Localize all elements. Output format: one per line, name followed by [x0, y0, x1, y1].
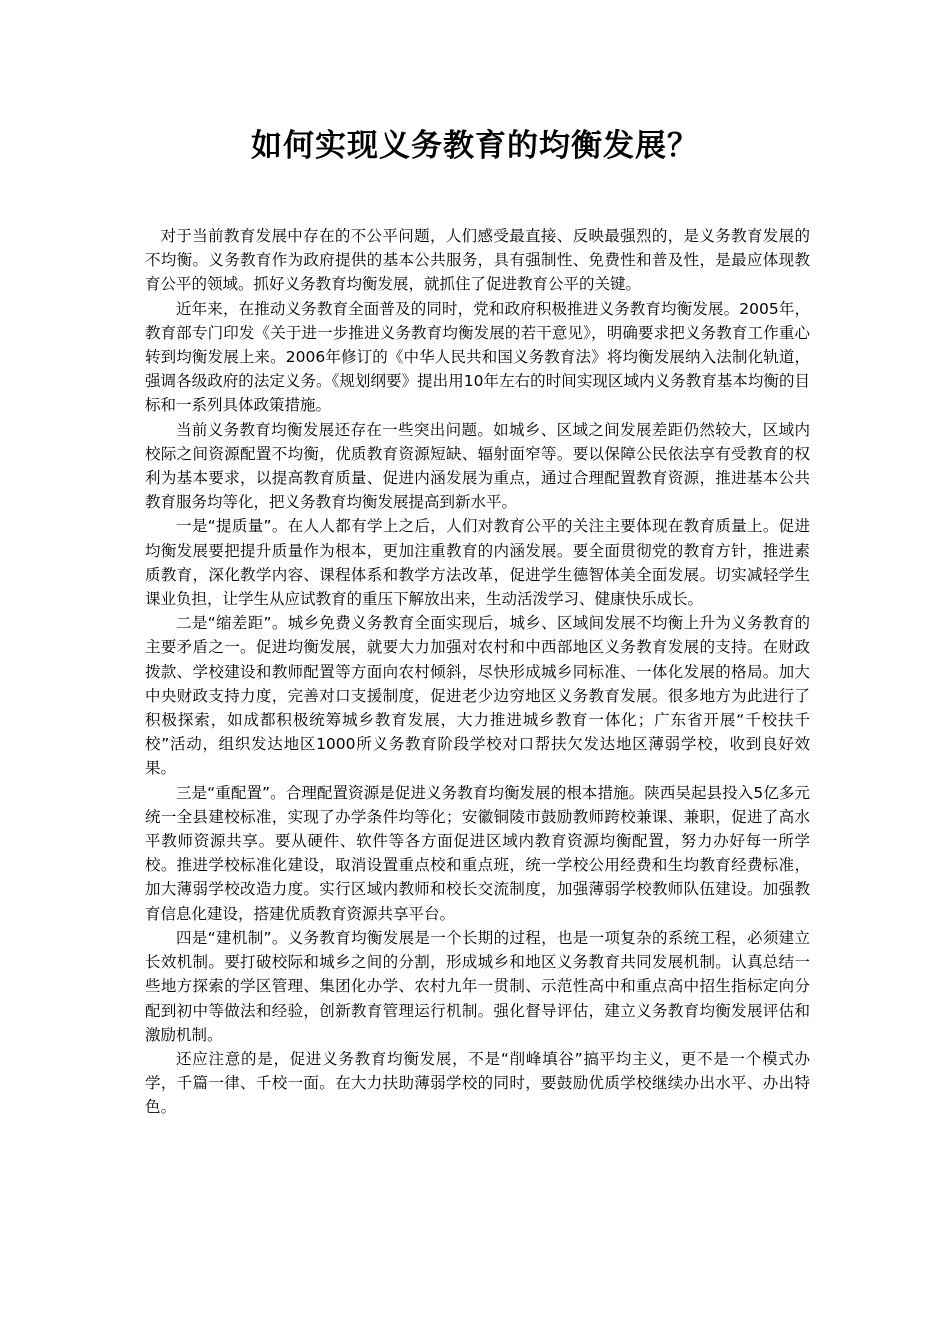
paragraph-intro: 对于当前教育发展中存在的不公平问题，人们感受最直接、反映最强烈的，是义务教育发展的不均衡。义务教育作为政府提供的基本公共服务，具有强制性、免费性和普及性，是最应体现教育公平的领域。抓好义务教育均衡发展，就抓住了促进教育公平的关键。 — [145, 227, 810, 294]
document-title: 如何实现义务教育的均衡发展？ — [251, 128, 699, 164]
paragraph-recent-progress: 近年来，在推动义务教育全面普及的同时，党和政府积极推进义务教育均衡发展。2005年，教育部专门印发《关于进一步推进义务教育均衡发展的若干意见》，明确要求把义务教育工作重心转到均衡发展上来。2006年修订的《中华人民共和国义务教育法》将均衡发展纳入法制化轨道，强调各级政府的法定义务。《规划纲要》提出用10年左右的时间实现区域内义务教育基本均衡的目标和一系列具体政策措施。 — [145, 299, 810, 415]
paragraph-improve-quality: 一是“提质量”。在人人都有学上之后，人们对教育公平的关注主要体现在教育质量上。促进均衡发展要把提升质量作为根本，更加注重教育的内涵发展。要全面贯彻党的教育方针，推进素质教育，深化教学内容、课程体系和教学方法改革，促进学生德智体美全面发展。切实减轻学生课业负担，让学生从应试教育的重压下解放出来，生动活泼学习、健康快乐成长。 — [145, 517, 810, 609]
paragraph-resource-allocation: 三是“重配置”。合理配置资源是促进义务教育均衡发展的根本措施。陕西吴起县投入5亿多元统一全县建校标准，实现了办学条件均等化；安徽铜陵市鼓励教师跨校兼课、兼职，促进了高水平教师资源共享。要从硬件、软件等各方面促进区域内教育资源均衡配置，努力办好每一所学校。推进学校标准化建设，取消设置重点校和重点班，统一学校公用经费和生均教育经费标准，加大薄弱学校改造力度。实行区域内教师和校长交流制度，加强薄弱学校教师队伍建设。加强教育信息化建设，搭建优质教育资源共享平台。 — [145, 783, 810, 923]
paragraph-narrow-gap: 二是“缩差距”。城乡免费义务教育全面实现后，城乡、区域间发展不均衡上升为义务教育的主要矛盾之一。促进均衡发展，就要大力加强对农村和中西部地区义务教育发展的支持。在财政拨款、学校建设和教师配置等方面向农村倾斜，尽快形成城乡同标准、一体化发展的格局。加大中央财政支持力度，完善对口支援制度，促进老少边穷地区义务教育发展。很多地方为此进行了积极探索，如成都积极统筹城乡教育发展，大力推进城乡教育一体化；广东省开展“千校扶千校”活动，组织发达地区1000所义务教育阶段学校对口帮扶欠发达地区薄弱学校，收到良好效果。 — [145, 614, 810, 778]
paragraph-build-mechanism: 四是“建机制”。义务教育均衡发展是一个长期的过程，也是一项复杂的系统工程，必须建立长效机制。要打破校际和城乡之间的分割，形成城乡和地区义务教育共同发展机制。认真总结一些地方探索的学区管理、集团化办学、农村九年一贯制、示范性高中和重点高中招生指标定向分配到初中等做法和经验，创新教育管理运行机制。强化督导评估，建立义务教育均衡发展评估和激励机制。 — [145, 928, 810, 1044]
paragraph-current-problems: 当前义务教育均衡发展还存在一些突出问题。如城乡、区域之间发展差距仍然较大，区域内校际之间资源配置不均衡，优质教育资源短缺、辐射面窄等。要以保障公民依法享有受教育的权利为基本要求，以提高教育质量、促进内涵发展为重点，通过合理配置教育资源，推进基本公共教育服务均等化，把义务教育均衡发展提高到新水平。 — [145, 420, 810, 512]
document-body — [145, 224, 810, 1120]
paragraph-closing-note: 还应注意的是，促进义务教育均衡发展，不是“削峰填谷”搞平均主义，更不是一个模式办学，千篇一律、千校一面。在大力扶助薄弱学校的同时，要鼓励优质学校继续办出水平、办出特色。 — [145, 1049, 810, 1117]
